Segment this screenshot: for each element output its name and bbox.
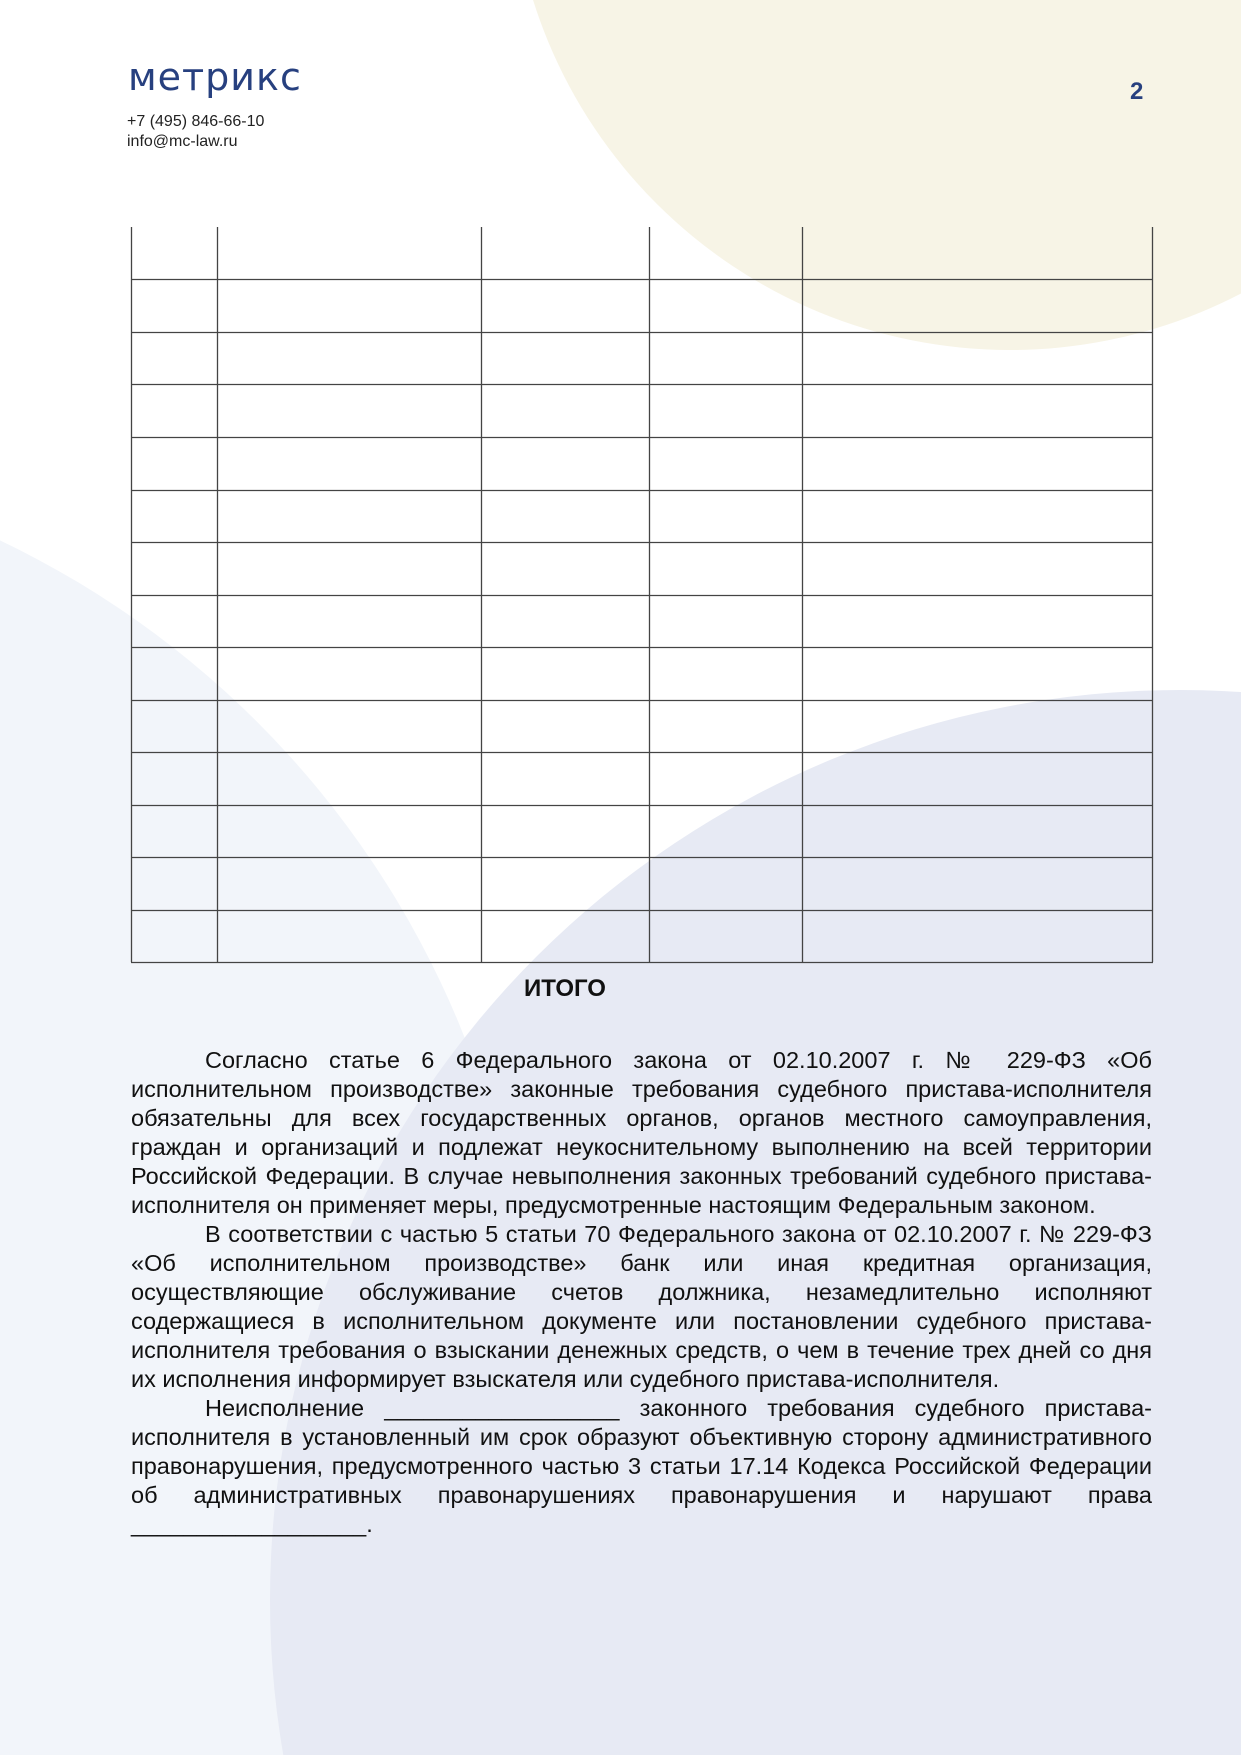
paragraph-article-70: В соответствии с частью 5 статьи 70 Федерального закона от 02.10.2007 г. № 229-ФЗ «Об исполнительном производстве» банк или иная кредитная организация, осуществляющие обслуживание счетов должника, незамедлительно исполняют содержащиеся в исполнительном документе или постановлении судебного пристава-исполнителя требования о взыскании денежных средств, о чем в течение трех дней со дня их исполнения информирует взыскателя или судебного пристава-исполнителя. <box>131 1221 1152 1392</box>
contact-phone: +7 (495) 846-66-10 <box>127 113 265 130</box>
paragraph-article-6: Согласно статье 6 Федерального закона от 02.10.2007 г. № 229-ФЗ «Об исполнительном производстве» законные требования судебного пристава-исполнителя обязательны для всех государственных органов, органов местного самоуправления, граждан и организаций и подлежат неукоснительному выполнению на всей территории Российской Федерации. В случае невыполнения законных требований судебного пристава-исполнителя он применяет меры, предусмотренные настоящим Федеральным законом. <box>131 1047 1152 1218</box>
total-heading: ИТОГО <box>524 975 606 1002</box>
company-logo: метрикс <box>128 55 302 99</box>
page-number: 2 <box>1130 78 1144 105</box>
body-text <box>131 1046 1152 1539</box>
paragraph-non-compliance: Неисполнение __________________ законного требования судебного пристава-исполнителя в установленный им срок образуют объективную сторону административного правонарушения, предусмотренного частью 3 статьи 17.14 Кодекса Российской Федерации об административных правонарушениях правонарушения и нарушают права __________________. <box>131 1395 1152 1537</box>
contact-email: info@mc-law.ru <box>127 133 238 150</box>
